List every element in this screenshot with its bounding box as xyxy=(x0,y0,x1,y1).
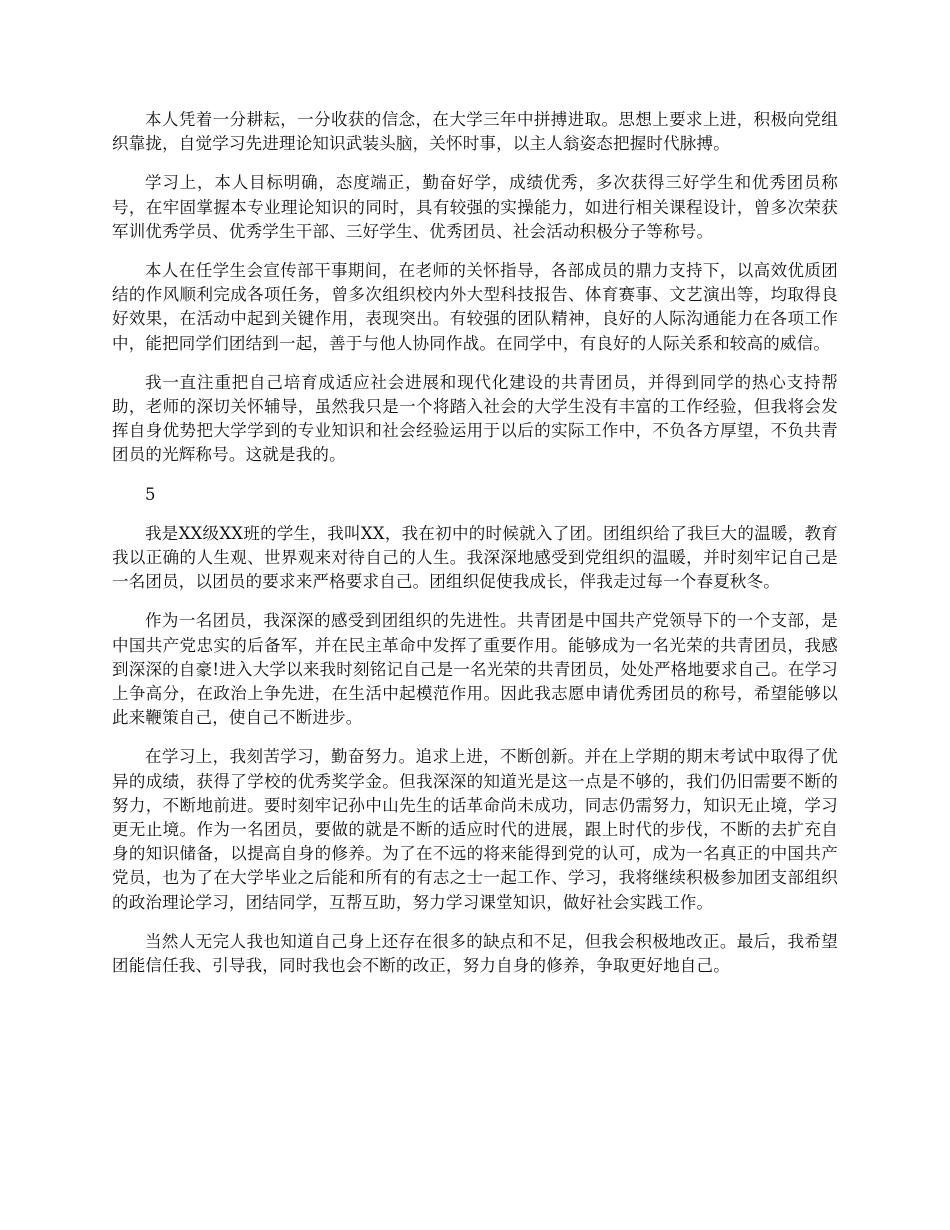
section-number: 5 xyxy=(145,484,156,504)
paragraph-1: 本人凭着一分耕耘，一分收获的信念，在大学三年中拼搏进取。思想上要求上进，积极向党组织靠拢，自觉学习先进理论知识武装头脑，关怀时事，以主人翁姿态把握时代脉搏。 xyxy=(112,110,838,154)
paragraph-8: 当然人无完人我也知道自己身上还存在很多的缺点和不足，但我会积极地改正。最后，我希望团能信任我、引导我，同时我也会不断的改正，努力自身的修养，争取更好地自己。 xyxy=(112,931,838,976)
paragraph-6: 作为一名团员，我深深的感受到团组织的先进性。共青团是中国共产党领导下的一个支部，是中国共产党忠实的后备军，并在民主革命中发挥了重要作用。能够成为一名光荣的共青团员，我感到深深的自豪!进入大学以来我时刻铭记自己是一名光荣的共青团员，处处严格地要求自己。在学习上争高分，在政治上争先进，在生活中起模范作用。因此我志愿申请优秀团员的称号，希望能够以此来鞭策自己，使自己不断进步。 xyxy=(112,611,838,728)
paragraph-3: 本人在任学生会宣传部干事期间，在老师的关怀指导，各部成员的鼎力支持下，以高效优质团结的作风顺利完成各项任务，曾多次组织校内外大型科技报告、体育赛事、文艺演出等，均取得良好效果，在活动中起到关键作用，表现突出。有较强的团队精神，良好的人际沟通能力在各项工作中，能把同学们团结到一起，善于与他人协同作战。在同学中，有良好的人际关系和较高的威信。 xyxy=(112,261,838,353)
paragraph-5: 我是XX级XX班的学生，我叫XX，我在初中的时候就入了团。团组织给了我巨大的温暖，教育我以正确的人生观、世界观来对待自己的人生。我深深地感受到党组织的温暖，并时刻牢记自己是一名团员，以团员的要求来严格要求自己。团组织促使我成长，伴我走过每一个春夏秋冬。 xyxy=(112,523,838,592)
paragraph-4: 我一直注重把自己培育成适应社会进展和现代化建设的共青团员，并得到同学的热心支持帮助，老师的深切关怀辅导，虽然我只是一个将踏入社会的大学生没有丰富的工作经验，但我将会发挥自身优势把大学学到的专业知识和社会经验运用于以后的实际工作中，不负各方厚望，不负共青团员的光辉称号。这就是我的。 xyxy=(112,372,838,465)
paragraph-7: 在学习上，我刻苦学习，勤奋努力。追求上进，不断创新。并在上学期的期末考试中取得了优异的成绩，获得了学校的优秀奖学金。但我深深的知道光是这一点是不够的，我们仍旧需要不断的努力，不断地前进。要时刻牢记孙中山先生的话革命尚未成功，同志仍需努力，知识无止境，学习更无止境。作为一名团员，要做的就是不断的适应时代的进展，跟上时代的步伐，不断的去扩充自身的知识储备，以提高自身的修养。为了在不远的将来能得到党的认可，成为一名真正的中国共产党员，也为了在大学毕业之后能和所有的有志之士一起工作、学习，我将继续积极参加团支部组织的政治理论学习，团结同学，互帮互助，努力学习课堂知识，做好社会实践工作。 xyxy=(112,747,838,912)
document-body xyxy=(112,108,838,993)
paragraph-2: 学习上，本人目标明确，态度端正，勤奋好学，成绩优秀，多次获得三好学生和优秀团员称号，在牢固掌握本专业理论知识的同时，具有较强的实操能力，如进行相关课程设计，曾多次荣获军训优秀学员、优秀学生干部、三好学生、优秀团员、社会活动积极分子等称号。 xyxy=(112,173,838,241)
